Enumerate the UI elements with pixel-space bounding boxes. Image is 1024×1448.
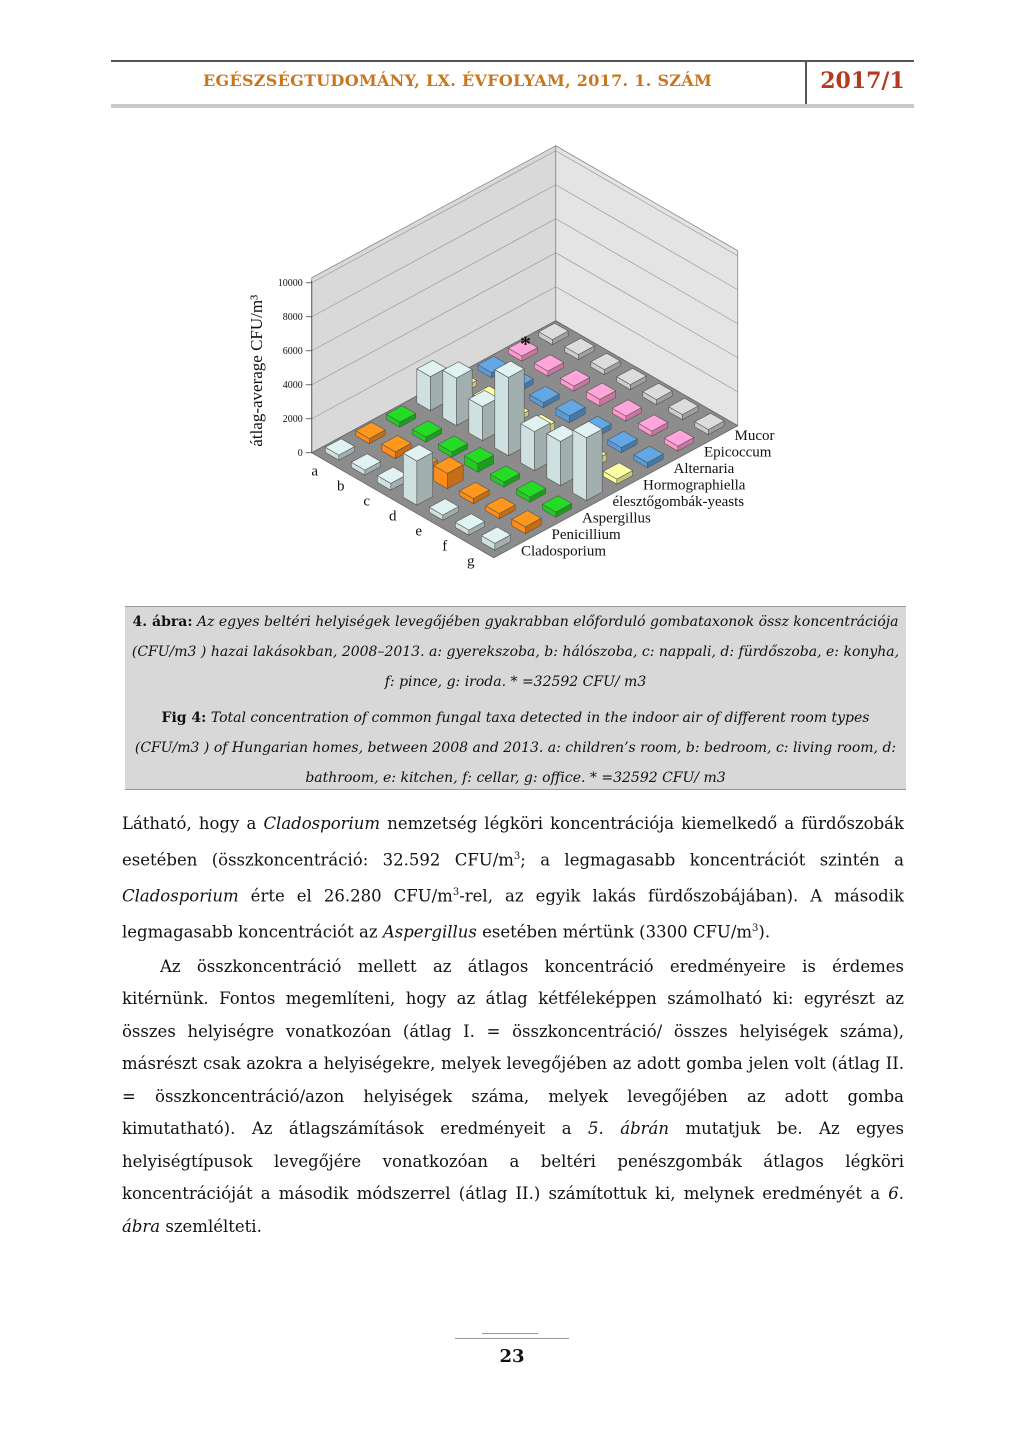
bar-side-face bbox=[417, 452, 433, 505]
category-label: b bbox=[337, 478, 345, 495]
bar-front-face bbox=[495, 370, 509, 456]
issue-number: 2017/1 bbox=[820, 68, 905, 94]
bar-front-face bbox=[403, 453, 417, 505]
page-number: 23 bbox=[499, 1346, 525, 1367]
y-tick-label: 10000 bbox=[277, 277, 303, 289]
genus-name: Aspergillus bbox=[382, 922, 477, 941]
text-run: szemlélteti. bbox=[160, 1216, 262, 1236]
bar-chart-3d bbox=[240, 120, 800, 590]
bar-front-face bbox=[547, 434, 561, 486]
text-run: ; a legmagasabb koncentrációt szintén a bbox=[520, 850, 904, 869]
bar-front-face bbox=[443, 370, 457, 425]
text-run: Az összkoncentráció mellett az átlagos koncentráció eredményeire is érdemes kitérnünk. Fontos megemlíteni, hogy az átlag kétféleképpen számolható ki: egyrészt az összes helyiségre vonatkozóan (átlag I. = összkoncentráció/ összes helyiségek száma), másrészt csak azokra a helyiségekre, melyek levegőjében az adott gomba jelen volt (átlag II. = összkoncentráció/azon helyiségek száma, melyek levegőjében az adott gomba kimutatható). Az átlagszámítások eredményeit a bbox=[122, 956, 904, 1138]
figure-4-chart bbox=[240, 120, 800, 590]
text-run: ). bbox=[758, 922, 771, 941]
header-divider bbox=[805, 62, 807, 104]
superscript: 3 bbox=[752, 922, 759, 934]
series-label: Aspergillus bbox=[582, 510, 651, 527]
text-run: érte el 26.280 CFU/m bbox=[238, 886, 453, 905]
running-header bbox=[111, 60, 914, 108]
paragraph-1 bbox=[122, 808, 904, 949]
category-label: f bbox=[442, 538, 448, 555]
figure-reference: 6. ábra bbox=[122, 1184, 904, 1236]
series-label: Mucor bbox=[734, 428, 775, 444]
genus-name: Cladosporium bbox=[122, 886, 239, 905]
category-label: c bbox=[363, 493, 371, 510]
body-text bbox=[122, 808, 904, 1243]
text-run: esetében mértünk (3300 CFU/m bbox=[476, 922, 753, 941]
caption-hu-label: 4. ábra: bbox=[132, 614, 193, 630]
superscript: 3 bbox=[452, 886, 460, 898]
category-label: e bbox=[415, 523, 423, 540]
text-run: Látható, hogy a bbox=[122, 814, 264, 833]
bar-side-face bbox=[586, 429, 602, 500]
y-tick-label: 6000 bbox=[282, 345, 303, 357]
journal-title: EGÉSZSÉGTUDOMÁNY, LX. ÉVFOLYAM, 2017. 1. SZÁM bbox=[202, 71, 713, 90]
category-label: g bbox=[467, 553, 475, 570]
caption-en-text: Total concentration of common fungal taxa detected in the indoor air of different room types (CFU/m3 ) of Hungarian homes, between 2008 and 2013. a: children’s room, b: bedroom, c: living room, d: bathroom, e: kitchen, f: cellar, g: office. * =32592 CFU/ m3 bbox=[134, 710, 897, 786]
figure-reference: 5. ábrán bbox=[588, 1119, 669, 1138]
caption-english bbox=[125, 703, 906, 793]
y-axis-label: átlag-average CFU/m³ bbox=[246, 294, 266, 447]
series-label: Cladosporium bbox=[521, 543, 606, 560]
y-tick-label: 4000 bbox=[282, 379, 303, 391]
superscript: 3 bbox=[513, 850, 521, 862]
footer-rule-short bbox=[482, 1333, 538, 1334]
series-label: élesztőgombák-yeasts bbox=[612, 494, 745, 510]
caption-hu-text: Az egyes beltéri helyiségek levegőjében gyakrabban előforduló gombataxonok össz koncentrációja (CFU/m3 ) hazai lakásokban, 2008–2013. a: gyerekszoba, b: hálószoba, c: nappali, d: fürdőszoba, e: konyha, f: pince, g: iroda. * =32592 CFU/ m3 bbox=[131, 614, 900, 690]
y-tick-label: 8000 bbox=[282, 311, 303, 323]
bar-front-face bbox=[573, 430, 587, 501]
series-label: Penicillium bbox=[551, 527, 621, 543]
genus-name: Cladosporium bbox=[263, 814, 381, 833]
text-run: mutatjuk be. Az egyes helyiségtípusok levegőjére vonatkozóan a beltéri penészgombák átlagos légköri koncentrációját a második módszerrel (átlag II.) számítottuk ki, melynek eredményét a bbox=[122, 1119, 904, 1203]
series-label: Hormographiella bbox=[643, 477, 746, 494]
bar-front-face bbox=[521, 424, 535, 471]
text-run: nemzetség légköri koncentrációja kiemelkedő a fürdőszobák esetében (összkoncentráció: 32.592 CFU/m bbox=[122, 814, 904, 869]
asterisk-marker: * bbox=[520, 331, 531, 357]
caption-hungarian bbox=[125, 607, 906, 697]
caption-en-label: Fig 4: bbox=[161, 710, 207, 726]
paragraph-2 bbox=[122, 951, 904, 1244]
y-tick-label: 2000 bbox=[282, 413, 303, 425]
series-label: Alternaria bbox=[673, 461, 735, 477]
category-label: a bbox=[311, 463, 319, 480]
series-label: Epicoccum bbox=[704, 444, 772, 461]
category-label: d bbox=[389, 508, 397, 525]
figure-caption bbox=[125, 606, 906, 790]
footer-rule bbox=[455, 1338, 569, 1339]
y-tick-label: 0 bbox=[297, 447, 303, 459]
text-run: -rel, az egyik lakás fürdőszobájában). A második legmagasabb koncentrációt az bbox=[122, 886, 904, 941]
